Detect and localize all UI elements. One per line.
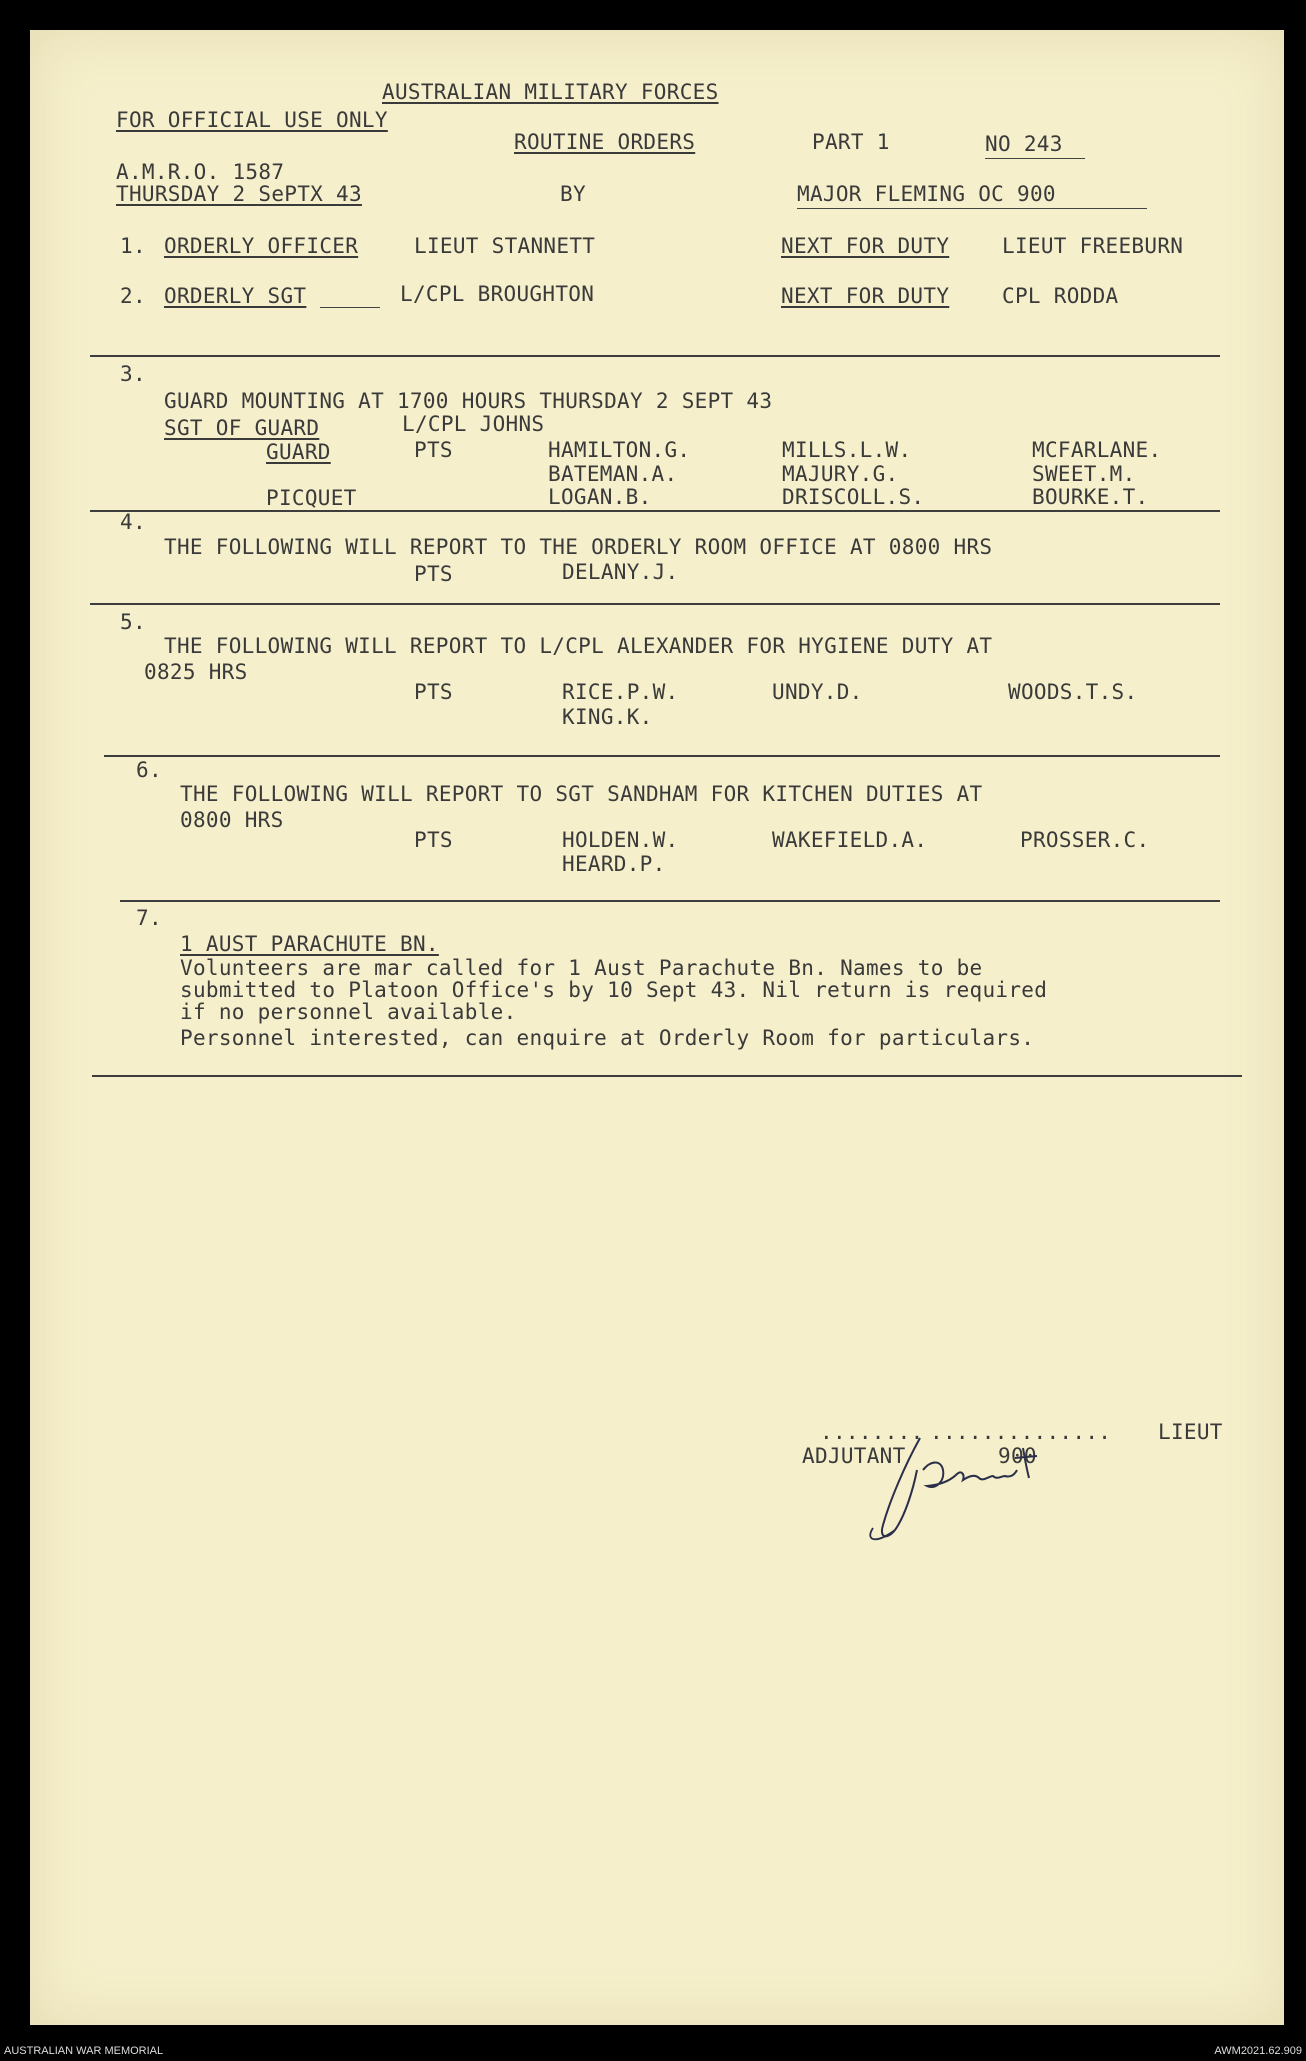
sec7-line2: submitted to Platoon Office's by 10 Sept 43. Nil return is required: [180, 978, 1048, 1002]
sec6-line2: 0800 HRS: [180, 808, 284, 832]
section-divider: [90, 603, 1220, 605]
sgt-of-guard-name: L/CPL JOHNS: [402, 412, 545, 436]
footer-left: AUSTRALIAN WAR MEMORIAL: [4, 2045, 164, 2057]
sec7-heading: 1 AUST PARACHUTE BN.: [180, 932, 439, 956]
sec5-name: RICE.P.W.: [562, 680, 679, 704]
picquet-name: DRISCOLL.S.: [782, 485, 925, 509]
picquet-name: LOGAN.B.: [548, 485, 652, 509]
guard-pts: PTS: [414, 438, 453, 462]
sec5-name: KING.K.: [562, 705, 653, 729]
sec4-number: 4.: [120, 510, 146, 534]
duty-1-number: 1.: [120, 234, 146, 258]
classification: FOR OFFICIAL USE ONLY: [116, 108, 388, 132]
sec6-name: HOLDEN.W.: [562, 828, 679, 852]
order-number: NO 243: [985, 132, 1063, 156]
document-page: [30, 30, 1284, 2025]
handwritten-signature: [865, 1430, 1095, 1550]
guard-name: MCFARLANE.: [1032, 438, 1162, 462]
duty-2-next-label: NEXT FOR DUTY: [781, 284, 950, 308]
sec5-pts: PTS: [414, 680, 453, 704]
sec6-name: PROSSER.C.: [1020, 828, 1150, 852]
sec6-pts: PTS: [414, 828, 453, 852]
guard-name: SWEET.M.: [1032, 462, 1136, 486]
sec7-line3: if no personnel available.: [180, 1000, 517, 1024]
sgt-of-guard-label: SGT OF GUARD: [164, 416, 320, 440]
sec6-name: WAKEFIELD.A.: [772, 828, 928, 852]
sec3-number: 3.: [120, 362, 146, 386]
picquet-name: BOURKE.T.: [1032, 485, 1149, 509]
authority: MAJOR FLEMING OC 900: [797, 182, 1056, 206]
signature-title: ADJUTANT: [802, 1444, 906, 1468]
footer-right: AWM2021.62.909: [1214, 2045, 1302, 2057]
guard-name: HAMILTON.G.: [548, 438, 691, 462]
picquet-label: PICQUET: [266, 486, 357, 510]
sec7-line1: Volunteers are mar called for 1 Aust Parachute Bn. Names to be: [180, 956, 983, 980]
duty-2-role: ORDERLY SGT: [164, 284, 307, 308]
amro-number: A.M.R.O. 1587: [116, 160, 285, 184]
order-number-underline: [985, 158, 1085, 159]
guard-label: GUARD: [266, 440, 331, 464]
signature-dots: ........: [820, 1420, 924, 1444]
sec6-number: 6.: [136, 758, 162, 782]
signature-dots: ..............: [930, 1420, 1112, 1444]
order-date: THURSDAY 2 SePTX 43: [116, 182, 362, 206]
by-label: BY: [560, 182, 586, 206]
sec6-name: HEARD.P.: [562, 852, 666, 876]
duty-2-number: 2.: [120, 284, 146, 308]
sec5-name: WOODS.T.S.: [1008, 680, 1138, 704]
signature-rank: LIEUT: [1158, 1420, 1223, 1444]
section-divider: [120, 900, 1220, 902]
sec4-pts: PTS: [414, 562, 453, 586]
duty-1-role: ORDERLY OFFICER: [164, 234, 359, 258]
sec5-line1: THE FOLLOWING WILL REPORT TO L/CPL ALEXANDER FOR HYGIENE DUTY AT: [164, 634, 993, 658]
guard-name: MAJURY.G.: [782, 462, 899, 486]
duty-1-next-label: NEXT FOR DUTY: [781, 234, 950, 258]
sec5-number: 5.: [120, 610, 146, 634]
part-label: PART 1: [812, 130, 890, 154]
sec6-line1: THE FOLLOWING WILL REPORT TO SGT SANDHAM FOR KITCHEN DUTIES AT: [180, 782, 983, 806]
section-divider: [90, 510, 1220, 512]
sec4-name: DELANY.J.: [562, 560, 679, 584]
authority-underline: [797, 208, 1147, 209]
sec5-line2: 0825 HRS: [144, 660, 248, 684]
org-heading: AUSTRALIAN MILITARY FORCES: [382, 80, 719, 104]
sec3-heading: GUARD MOUNTING AT 1700 HOURS THURSDAY 2 SEPT 43: [164, 389, 773, 413]
duty-2-next-person: CPL RODDA: [1002, 284, 1119, 308]
sec7-number: 7.: [136, 906, 162, 930]
section-divider: [104, 755, 1220, 757]
guard-name: MILLS.L.W.: [782, 438, 912, 462]
duty-2-person: L/CPL BROUGHTON: [400, 282, 595, 306]
signature-unit: 900: [998, 1444, 1037, 1468]
sec7-line4: Personnel interested, can enquire at Orderly Room for particulars.: [180, 1026, 1035, 1050]
duty-2-underline-ext: [320, 307, 380, 308]
doc-type: ROUTINE ORDERS: [514, 130, 696, 154]
section-divider: [90, 355, 1220, 357]
section-divider: [92, 1075, 1242, 1077]
guard-name: BATEMAN.A.: [548, 462, 678, 486]
duty-1-person: LIEUT STANNETT: [414, 234, 596, 258]
sec4-text: THE FOLLOWING WILL REPORT TO THE ORDERLY ROOM OFFICE AT 0800 HRS: [164, 535, 993, 559]
duty-1-next-person: LIEUT FREEBURN: [1002, 234, 1184, 258]
sec5-name: UNDY.D.: [772, 680, 863, 704]
